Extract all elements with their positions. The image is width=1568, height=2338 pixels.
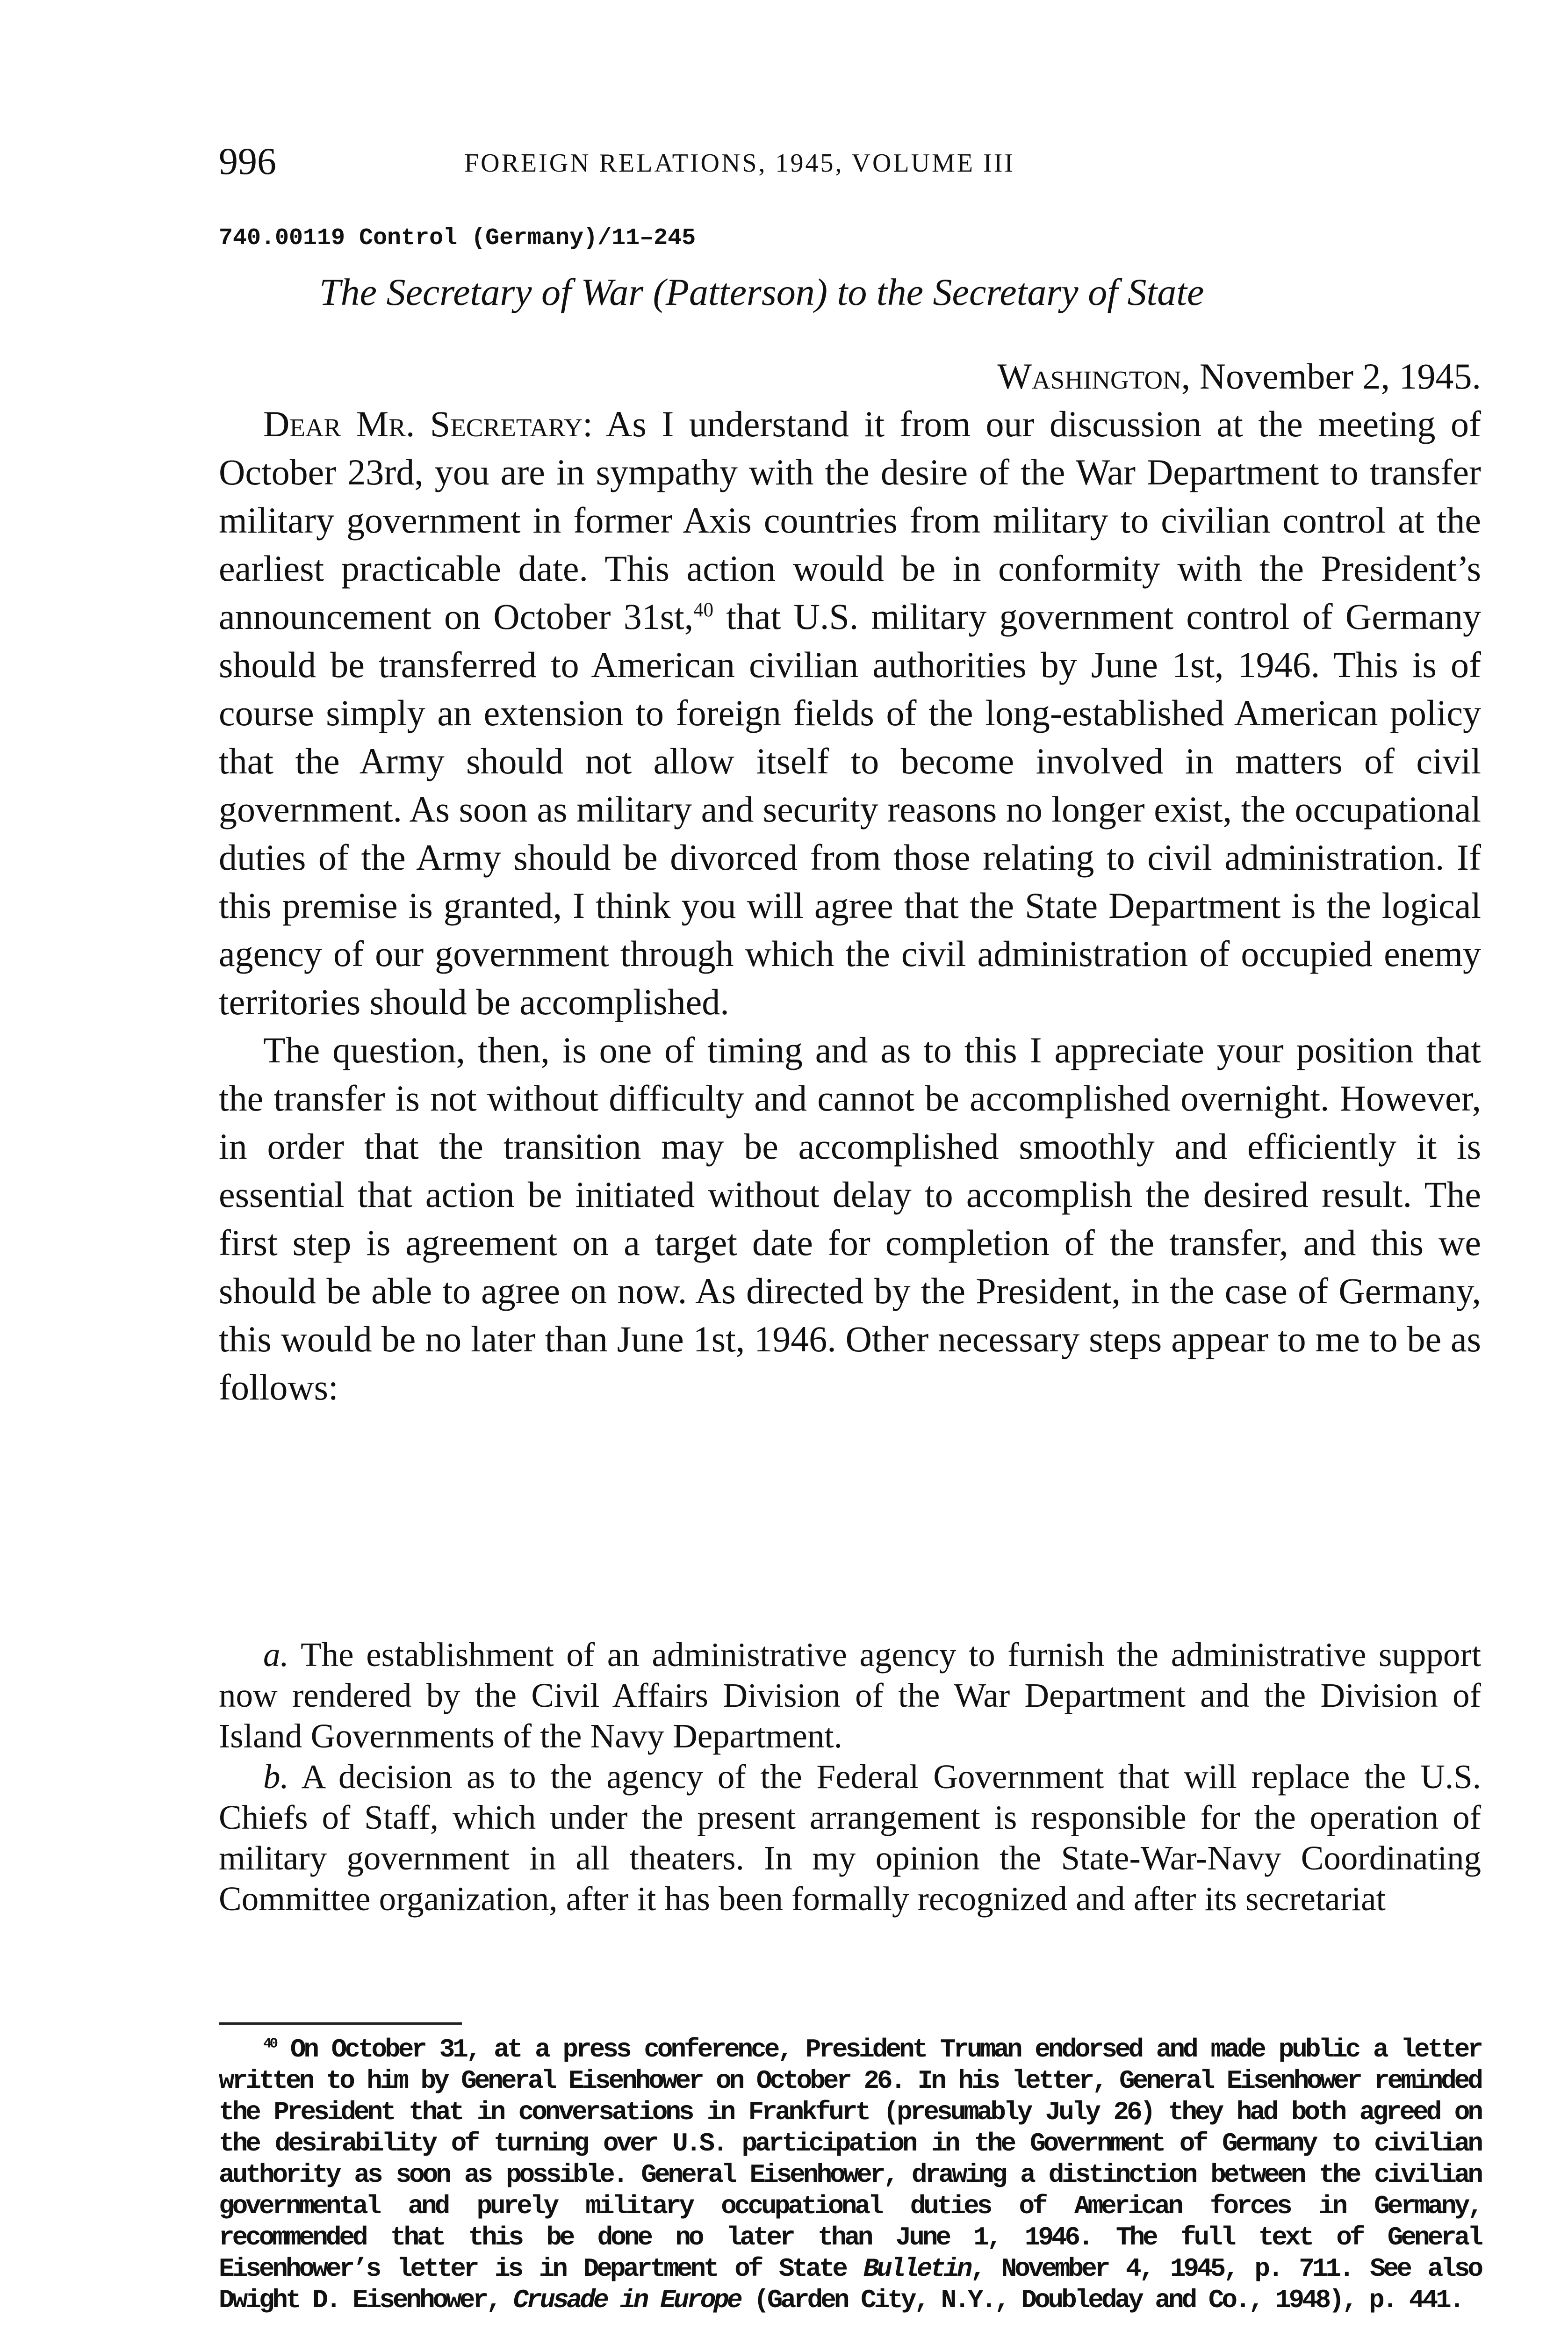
list-item	[219, 1634, 1481, 1756]
document-title: The Secretary of War (Patterson) to the Secretary of State	[319, 271, 1204, 313]
paragraph-1-text-b: that U.S. military government control of Germany should be transferred to American civilian authorities by June 1st, 1946. This is of course simply an extension to foreign fields of the long-established American policy that the Army should not allow itself to become involved in matters of civil government. As soon as military and security reasons no longer exist, the occupational duties of the Army should be divorced from those relating to civil administration. If this premise is granted, I think you will agree that the State Department is the logical agency of our government through which the civil administration of occupied enemy territories should be accomplished.	[219, 596, 1481, 1022]
dateline-date: , November 2, 1945.	[1181, 356, 1481, 397]
file-reference: 740.00119 Control (Germany)/11–245	[219, 225, 696, 252]
bulletin-title: Bulletin	[863, 2254, 971, 2284]
book-title: Crusade in Europe	[513, 2285, 741, 2315]
letter-body	[219, 400, 1481, 1411]
page-number: 996	[219, 140, 276, 182]
paragraph-2: The question, then, is one of timing and as to this I appreciate your position that the transfer is not without difficulty and cannot be accomplished overnight. However, in order that the transition may be accomplished smoothly and efficiently it is essential that action be initiated without delay to accomplish the desired result. The first step is agreement on a target date for completion of the transfer, and this we should be able to agree on now. As directed by the President, in the case of Germany, this would be no later than June 1st, 1946. Other necessary steps appear to me to be as follows:	[219, 1030, 1481, 1407]
footnote-text-b: , November 4, 1945, p. 711. See also Dwight D. Eisenhower,	[219, 2254, 1481, 2315]
list-item-marker: b.	[263, 1758, 289, 1796]
running-head: FOREIGN RELATIONS, 1945, VOLUME III	[464, 149, 1015, 178]
footnote-text-c: (Garden City, N.Y., Doubleday and Co., 1948), p. 441.	[740, 2285, 1463, 2315]
list-item	[219, 1756, 1481, 1919]
salutation: Dear Mr. Secretary	[263, 404, 583, 444]
footnote-divider	[219, 2022, 462, 2025]
paragraph-1-text-a: : As I understand it from our discussion at the meeting of October 23rd, you are in sympathy with the desire of the War Department to transfer military government in former Axis countries from military to civilian control at the earliest practicable date. This action would be in conformity with the President’s announcement on October 31st,	[219, 404, 1481, 637]
footnote-paragraph	[219, 2034, 1481, 2316]
page-header	[219, 138, 1481, 189]
steps-list	[219, 1634, 1481, 1919]
document-page	[219, 0, 1481, 2338]
footnote-text-a: On October 31, at a press conference, President Truman endorsed and made public a letter written to him by General Eisenhower on October 26. In his letter, General Eisenhower reminded the President that in conversations in Frankfurt (presumably July 26) they had both agreed on the desirability of turning over U.S. participation in the Government of Germany to civilian authority as soon as possible. General Eisenhower, drawing a distinction between the civilian governmental and purely military occupational duties of American forces in Germany, recommended that this be done no later than June 1, 1946. The full text of General Eisenhower’s letter is in Department of State	[219, 2035, 1481, 2284]
footnote-number: 40	[263, 2035, 276, 2052]
footnote	[219, 2034, 1481, 2316]
list-item-marker: a.	[263, 1636, 289, 1674]
list-item-text: The establishment of an administrative agency to furnish the administrative support now rendered by the Civil Affairs Division of the War Department and the Division of Island Governments of the Navy Department.	[219, 1636, 1481, 1755]
list-item-text: A decision as to the agency of the Federal Government that will replace the U.S. Chiefs of Staff, which under the present arrangement is responsible for the operation of military government in all theaters. In my opinion the State-War-Navy Coordinating Committee organization, after it has been formally recognized and after its secretariat	[219, 1758, 1481, 1918]
dateline-place: Washington	[997, 356, 1181, 397]
paragraph-1	[219, 400, 1481, 1026]
dateline	[997, 353, 1481, 400]
footnote-reference: 40	[693, 599, 714, 621]
